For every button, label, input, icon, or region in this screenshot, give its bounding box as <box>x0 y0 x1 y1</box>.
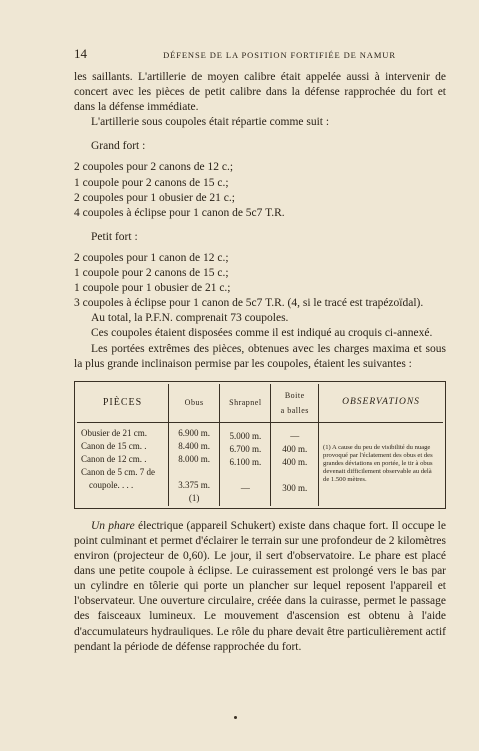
obus-value <box>173 466 215 479</box>
running-title: DÉFENSE DE LA POSITION FORTIFIÉE DE NAMUR <box>163 50 396 60</box>
grand-fort-heading: Grand fort : <box>91 140 146 153</box>
grand-fort-list <box>74 160 446 220</box>
phare-text: électrique (appareil Schukert) existe dans chaque fort. Il occupe le point culminant et permet d'éclairer le terrain sur une profondeur de 2 kilomètres environ (projecteur de 0,60). Le jour, il sert d'observatoire. Le phare est placé dans une petite coupole à éclipse. Le cuirassement est prolongé vers le bas par un cylindre en tôlerie qui porte un plancher sur lequel reposent l'appareil et l'observateur. Une ouverture circulaire, créée dans la cuirasse, permet le passage des faisceaux lumineux. Le mouvement d'ascension est obtenu à l'aide d'accumulateurs hydrauliques. Le rôle du phare devait être particulièrement actif pendant la période de défense rapprochée du fort. <box>74 519 446 653</box>
list-item: 1 coupole pour 1 obusier de 21 c.; <box>74 282 231 295</box>
header-boite-line1: Boite <box>284 390 305 400</box>
paragraph-phare <box>74 519 446 655</box>
page-mark <box>234 716 237 719</box>
header-pieces: PIÈCES <box>77 384 169 423</box>
paragraph-2: L'artillerie sous coupoles était répartie comme suit : <box>91 116 330 129</box>
obus-value: 3.375 m. <box>178 479 210 490</box>
boite-cell <box>271 422 319 506</box>
boite-value: 400 m. <box>282 443 308 454</box>
shrapnel-value <box>224 469 266 482</box>
pieces-cell <box>77 422 169 506</box>
list-item: 3 coupoles à éclipse pour 1 canon de 5c7 T.R. (4, si le tracé est trapézoïdal). <box>74 297 424 310</box>
header-boite-line2: a balles <box>280 405 309 415</box>
page-number: 14 <box>74 46 87 61</box>
header-shrapnel: Shrapnel <box>220 384 271 423</box>
piece-name: Canon de 5 cm. 7 de <box>81 466 155 477</box>
obus-cell <box>169 422 220 506</box>
piece-name: Canon de 12 cm. . <box>81 453 147 464</box>
header-boite <box>271 384 319 423</box>
paragraph-total: Au total, la P.F.N. comprenait 73 coupoles. <box>91 312 289 325</box>
header-obus: Obus <box>169 384 220 423</box>
list-item: 2 coupoles pour 1 canon de 12 c.; <box>74 251 229 264</box>
shrapnel-cell <box>220 422 271 506</box>
range-table <box>77 384 443 506</box>
list-item: 1 coupole pour 2 canons de 15 c.; <box>74 267 229 280</box>
shrapnel-value: — <box>240 482 250 493</box>
list-item: 2 coupoles pour 2 canons de 12 c.; <box>74 161 234 174</box>
body-text <box>74 70 446 655</box>
boite-value: — <box>290 430 300 441</box>
boite-value: 400 m. <box>282 456 308 467</box>
piece-name: coupole. . . . <box>89 479 134 490</box>
obus-value: 6.900 m. <box>178 427 210 438</box>
petit-fort-heading: Petit fort : <box>91 230 138 243</box>
table-header-row <box>77 384 443 423</box>
paragraph-portees: Les portées extrêmes des pièces, obtenues avec les charges maxima et sous la plus grande inclinaison permise par les coupoles, étaient les suivantes : <box>74 342 446 370</box>
header-observations: OBSERVATIONS <box>319 384 443 423</box>
range-table-frame <box>74 381 446 509</box>
shrapnel-value: 5.000 m. <box>229 430 262 441</box>
boite-value <box>275 469 314 482</box>
paragraph-1: les saillants. L'artillerie de moyen calibre était appelée aussi à intervenir de concert avec les pièces de petit calibre dans la défense rapprochée du fort et dans la défense immédiate. <box>74 71 446 114</box>
page-header <box>74 46 445 62</box>
list-item: 1 coupole pour 2 canons de 15 c.; <box>74 176 229 189</box>
list-item: 2 coupoles pour 1 obusier de 21 c.; <box>74 191 235 204</box>
piece-name: Obusier de 21 cm. <box>81 427 147 438</box>
obus-value: 8.000 m. <box>178 453 210 464</box>
observation-note: (1) A cause du peu de visibilité du nuage provoqué par l'éclatement des obus et des grandes déviations en portée, le tir à obus devenait difficilement observable au delà de 1.500 mètres. <box>323 444 433 484</box>
shrapnel-value: 6.700 m. <box>229 443 262 454</box>
obus-note-ref: (1) <box>188 492 200 503</box>
shrapnel-value: 6.100 m. <box>229 456 262 467</box>
obus-value: 8.400 m. <box>178 440 210 451</box>
piece-name: Canon de 15 cm. . <box>81 440 147 451</box>
phare-term: Un phare <box>91 519 135 532</box>
petit-fort-list <box>74 251 446 296</box>
table-row <box>77 422 443 506</box>
paragraph-croquis: Ces coupoles étaient disposées comme il est indiqué au croquis ci-annexé. <box>91 327 433 340</box>
list-item: 4 coupoles à éclipse pour 1 canon de 5c7 T.R. <box>74 206 285 219</box>
boite-value: 300 m. <box>282 482 308 493</box>
